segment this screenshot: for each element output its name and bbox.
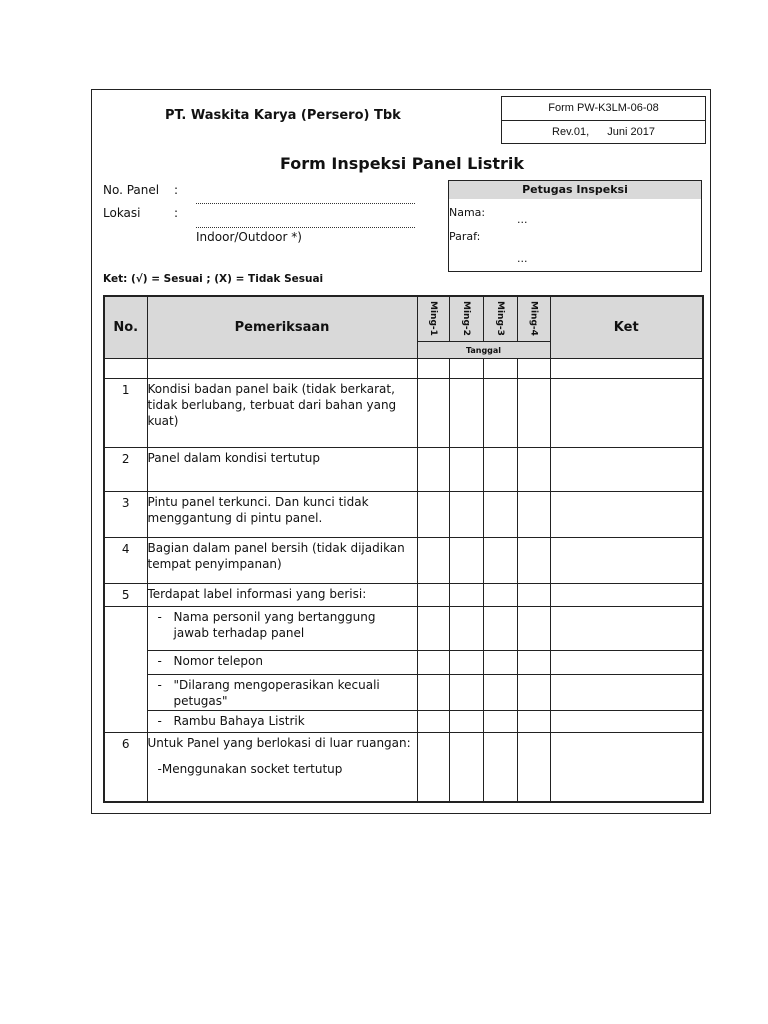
check-cell[interactable] xyxy=(517,492,550,538)
sub-item xyxy=(147,607,417,651)
sub-item xyxy=(148,761,413,777)
date-cell-week-3[interactable] xyxy=(483,359,517,379)
table-subrow xyxy=(104,651,703,675)
check-cell[interactable] xyxy=(449,492,483,538)
table-row xyxy=(104,448,703,492)
nama-value[interactable]: ... xyxy=(517,213,528,226)
sub-item xyxy=(147,651,417,675)
sub-item xyxy=(147,711,417,733)
date-cell-no xyxy=(104,359,147,379)
form-code: Form PW-K3LM-06-08 xyxy=(502,97,705,121)
check-cell[interactable] xyxy=(483,651,517,675)
revision: Rev.01, xyxy=(552,126,590,138)
date-cell-week-2[interactable] xyxy=(449,359,483,379)
lokasi-label: Lokasi xyxy=(103,206,141,220)
row-description: Bagian dalam panel bersih (tidak dijadikan tempat penyimpanan) xyxy=(147,538,417,584)
date-cell-desc xyxy=(147,359,417,379)
check-cell[interactable] xyxy=(483,538,517,584)
check-cell[interactable] xyxy=(417,448,449,492)
table-row xyxy=(104,584,703,607)
check-cell[interactable] xyxy=(517,733,550,802)
row-description: Untuk Panel yang berlokasi di luar ruangan: xyxy=(147,736,411,750)
table-row xyxy=(104,379,703,448)
row-description: Terdapat label informasi yang berisi: xyxy=(147,584,417,607)
ket-cell[interactable] xyxy=(550,379,703,448)
check-cell[interactable] xyxy=(449,584,483,607)
table-row xyxy=(104,492,703,538)
sub-item xyxy=(147,675,417,711)
date-cell-week-4[interactable] xyxy=(517,359,550,379)
revision-line xyxy=(502,121,705,145)
check-cell[interactable] xyxy=(449,733,483,802)
nama-label: Nama: xyxy=(449,206,486,219)
bullet-dash: - xyxy=(157,678,162,692)
check-cell[interactable] xyxy=(417,607,449,651)
sub-item-text: Rambu Bahaya Listrik xyxy=(173,714,305,728)
header-pemeriksaan: Pemeriksaan xyxy=(147,296,417,359)
check-cell[interactable] xyxy=(483,379,517,448)
bullet-dash: - xyxy=(157,762,162,776)
check-cell[interactable] xyxy=(483,584,517,607)
no-panel-colon: : xyxy=(174,183,179,197)
bullet-dash: - xyxy=(157,654,162,668)
inspection-form-page xyxy=(91,89,711,814)
sub-item-text: Nama personil yang bertanggung jawab terhadap panel xyxy=(173,610,376,640)
row-number: 2 xyxy=(104,448,147,492)
lokasi-colon: : xyxy=(174,206,179,220)
check-cell[interactable] xyxy=(517,711,550,733)
revision-date: Juni 2017 xyxy=(607,126,655,138)
row-description: Kondisi badan panel baik (tidak berkarat, tidak berlubang, terbuat dari bahan yang kuat) xyxy=(147,379,417,448)
check-cell[interactable] xyxy=(483,492,517,538)
check-cell[interactable] xyxy=(449,675,483,711)
table-row xyxy=(104,733,703,802)
row-number: 5 xyxy=(104,584,147,607)
row-number: 1 xyxy=(104,379,147,448)
ket-cell[interactable] xyxy=(550,651,703,675)
ket-cell[interactable] xyxy=(550,492,703,538)
indoor-outdoor-text: Indoor/Outdoor *) xyxy=(196,230,302,244)
header-ket: Ket xyxy=(550,296,703,359)
table-row xyxy=(104,538,703,584)
check-cell[interactable] xyxy=(417,711,449,733)
table-subrow xyxy=(104,607,703,651)
company-name: PT. Waskita Karya (Persero) Tbk xyxy=(165,108,401,123)
petugas-inspeksi-box xyxy=(448,180,702,272)
week-3-label: Ming-3 xyxy=(495,301,505,336)
week-1-label: Ming-1 xyxy=(428,301,438,336)
ket-cell[interactable] xyxy=(550,538,703,584)
week-2-label: Ming-2 xyxy=(461,301,471,336)
bullet-dash: - xyxy=(157,714,162,728)
check-cell[interactable] xyxy=(483,448,517,492)
check-cell[interactable] xyxy=(517,651,550,675)
check-cell[interactable] xyxy=(449,379,483,448)
row-description-block xyxy=(147,733,417,802)
check-cell[interactable] xyxy=(449,711,483,733)
check-cell[interactable] xyxy=(417,733,449,802)
sub-item-text: Menggunakan socket tertutup xyxy=(161,762,343,776)
date-cell-ket xyxy=(550,359,703,379)
sub-item-text: Nomor telepon xyxy=(173,654,263,668)
check-cell[interactable] xyxy=(517,379,550,448)
check-cell[interactable] xyxy=(449,607,483,651)
row-number: 4 xyxy=(104,538,147,584)
check-cell[interactable] xyxy=(517,584,550,607)
bullet-dash: - xyxy=(157,610,162,624)
check-cell[interactable] xyxy=(417,651,449,675)
lokasi-field[interactable] xyxy=(196,227,415,228)
ket-cell[interactable] xyxy=(550,448,703,492)
ket-cell[interactable] xyxy=(550,733,703,802)
check-cell[interactable] xyxy=(517,448,550,492)
petugas-header: Petugas Inspeksi xyxy=(449,181,701,199)
table-subrow xyxy=(104,675,703,711)
check-cell[interactable] xyxy=(417,538,449,584)
check-cell[interactable] xyxy=(417,584,449,607)
header-week-3 xyxy=(483,296,517,342)
form-title: Form Inspeksi Panel Listrik xyxy=(279,154,525,173)
check-cell[interactable] xyxy=(449,651,483,675)
row-number: 6 xyxy=(104,733,147,802)
no-panel-field[interactable] xyxy=(196,203,415,204)
row-number-empty xyxy=(104,607,147,733)
table-subrow xyxy=(104,711,703,733)
ket-cell[interactable] xyxy=(550,584,703,607)
week-4-label: Ming-4 xyxy=(528,301,539,336)
no-panel-label: No. Panel xyxy=(103,183,160,197)
check-cell[interactable] xyxy=(417,675,449,711)
ket-cell[interactable] xyxy=(550,675,703,711)
paraf-label: Paraf: xyxy=(449,230,481,243)
legend-text: Ket: (√) = Sesuai ; (X) = Tidak Sesuai xyxy=(103,273,324,285)
ket-cell[interactable] xyxy=(550,711,703,733)
header-tanggal: Tanggal xyxy=(417,342,550,359)
check-cell[interactable] xyxy=(449,448,483,492)
check-cell[interactable] xyxy=(417,492,449,538)
header-week-2 xyxy=(449,296,483,342)
paraf-value[interactable]: ... xyxy=(517,252,528,265)
header-row xyxy=(104,296,703,342)
row-description: Panel dalam kondisi tertutup xyxy=(147,448,417,492)
check-cell[interactable] xyxy=(417,379,449,448)
date-row xyxy=(104,359,703,379)
header-no: No. xyxy=(104,296,147,359)
row-number: 3 xyxy=(104,492,147,538)
check-cell[interactable] xyxy=(483,675,517,711)
check-cell[interactable] xyxy=(517,607,550,651)
date-cell-week-1[interactable] xyxy=(417,359,449,379)
form-code-box xyxy=(501,96,706,144)
row-description: Pintu panel terkunci. Dan kunci tidak menggantung di pintu panel. xyxy=(147,492,417,538)
header-week-4 xyxy=(517,296,550,342)
check-cell[interactable] xyxy=(517,538,550,584)
inspection-table xyxy=(103,295,704,803)
sub-item-text: "Dilarang mengoperasikan kecuali petugas" xyxy=(173,678,380,708)
check-cell[interactable] xyxy=(517,675,550,711)
check-cell[interactable] xyxy=(483,607,517,651)
check-cell[interactable] xyxy=(483,711,517,733)
check-cell[interactable] xyxy=(483,733,517,802)
check-cell[interactable] xyxy=(449,538,483,584)
ket-cell[interactable] xyxy=(550,607,703,651)
header-week-1 xyxy=(417,296,449,342)
